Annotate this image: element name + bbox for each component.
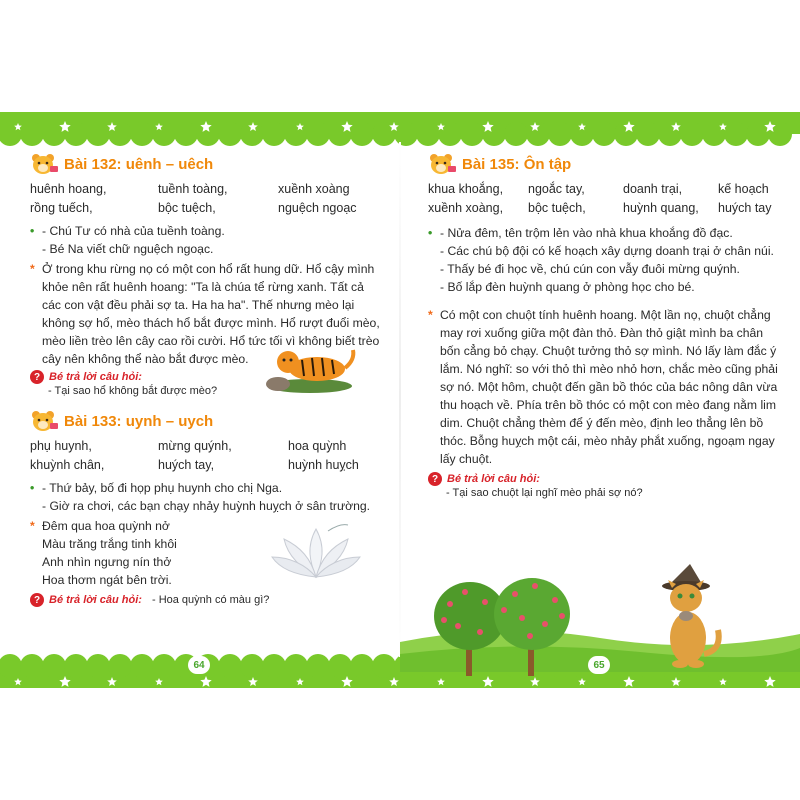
sentence: - Thứ bảy, bố đi họp phụ huynh cho chị Nga. [42,481,283,495]
bear-head-icon [428,153,456,175]
border-scallop [130,122,154,146]
poem-line: Đêm qua hoa quỳnh nở [42,519,170,533]
lesson-135-title [428,152,778,176]
vocab-word: rồng tuếch, [30,201,93,215]
example-sentences [30,222,390,258]
border-scallop [284,122,308,146]
sentence: - Chú Tư có nhà của tuềnh toàng. [42,224,225,238]
vocab-word: phụ huynh, [30,439,92,453]
vocab-word: bộc tuệch, [528,201,586,215]
bullet-dot-icon: • [428,226,433,240]
lesson-title-text: Bài 132: uênh – uêch [64,155,214,173]
vocab-word: huỳnh quang, [623,201,699,215]
border-scallop [262,654,286,678]
border-scallop [504,122,528,146]
lesson-title-text: Bài 133: uynh – uych [64,412,214,430]
vocab-word: huých tay, [158,458,215,472]
border-scallop [86,122,110,146]
border-scallop [350,122,374,146]
vocab-word: xuềnh xoàng [278,182,350,196]
question-text: - Tại sao hổ không bắt được mèo? [48,385,218,397]
border-scallop [218,122,242,146]
bullet-dot-icon: • [30,224,35,238]
border-scallop [108,654,132,678]
border-scallop [416,122,440,146]
bear-head-icon [30,153,58,175]
vocab-word: khua khoắng, [428,182,504,196]
vocab-word: doanh trại, [623,182,683,196]
border-scallop [262,122,286,146]
question-label: Bé trả lời câu hỏi: [447,473,540,485]
vocab-word: tuềnh toàng, [158,182,228,196]
vocab-word: ngoắc tay, [528,182,585,196]
bear-head-icon [30,410,58,432]
question-label: Bé trả lời câu hỏi: [49,594,142,606]
question-mark-icon: ? [30,370,44,384]
star-bullet-icon: * [30,519,35,533]
border-scallop [20,122,44,146]
question-label: Bé trả lời câu hỏi: [49,371,142,383]
border-scallop [218,654,242,678]
border-scallop [240,654,264,678]
border-scallop [284,654,308,678]
border-scallop [152,122,176,146]
question-mark-icon: ? [428,472,442,486]
cat-with-mouse-illustration [650,564,730,674]
sentence: - Thấy bé đi học về, chú cún con vẫy đuôi mừng quýnh. [440,262,740,276]
poem-line: Anh nhìn ngưng nín thở [42,555,172,569]
border-scallop [86,654,110,678]
vocab-word: khuỳnh chân, [30,458,105,472]
vocab-word: nguệch ngoạc [278,201,357,215]
border-scallop [306,122,330,146]
border-scallop [174,122,198,146]
border-scallop [64,654,88,678]
lesson-133-title [30,409,390,433]
sentence: - Giờ ra chơi, các bạn chạy nhảy huỳnh huỵch ở sân trường. [42,499,371,513]
sentence: - Bố lắp đèn huỳnh quang ở phòng học cho bé. [440,280,695,294]
border-scallop [548,122,572,146]
vocabulary-grid [428,180,778,218]
border-scallop [42,654,66,678]
poem-line: Hoa thơm ngát bên trời. [42,573,172,587]
border-scallop [328,654,352,678]
vocab-word: huých tay [718,201,772,215]
vocabulary-grid [30,437,390,475]
question-row [30,593,390,607]
vocab-word: mừng quýnh, [158,439,232,453]
bullet-dot-icon: • [30,481,35,495]
border-scallop [350,654,374,678]
star-bullet-icon: * [428,308,433,322]
sentence: - Các chú bộ đội có kế hoạch xây dựng doanh trại ở chân núi. [440,244,774,258]
border-scallop [460,122,484,146]
question-text: - Hoa quỳnh có màu gì? [151,594,270,606]
book-spread [0,112,800,688]
border-scallop [306,654,330,678]
vocab-word: kế hoạch [718,182,769,196]
star-bullet-icon: * [30,262,35,276]
story-text: Có một con chuột tính huênh hoang. Một lần nọ, chuột chẳng may rơi xuống giữa một đàn thỏ. Đàn thỏ giật mình ba chân bốn cẳng bỏ chạy. Chuột tưởng thỏ sợ mình. Nó lấy làm đắc ý lắm. Nó nghĩ: so với thỏ thì mèo nhỏ hơn, chắc mèo cũng phải sợ nó. Một hôm, chuột đến gần bồ thóc của bác nông dân vừa thu hoạch về. Phía trên bồ thóc có một con mèo đang nằm lim dim. Chuột chẳng thèm để ý đến mèo, định leo thẳng lên bồ thóc. Bỗng huỵch một cái, mèo nhảy phắt xuống, ngoạm ngay lấy chuột. [440,308,778,466]
example-sentences [30,479,390,515]
right-page [428,152,778,501]
page-number-right: 65 [588,656,610,674]
vocab-word: huênh hoang, [30,182,107,196]
poem-line: Màu trăng trắng tinh khôi [42,537,177,551]
vocabulary-grid [30,180,390,218]
border-scallop [636,122,660,146]
lesson-title-text: Bài 135: Ôn tập [462,155,572,173]
lesson-132-title [30,152,390,176]
border-scallop [130,654,154,678]
border-scallop [372,654,396,678]
sentence: - Bé Na viết chữ nguệch ngoạc. [42,242,214,256]
vocab-word: xuềnh xoàng, [428,201,504,215]
reading-passage [428,306,780,468]
left-page [30,152,390,607]
question-text: - Tại sao chuột lại nghĩ mèo phải sợ nó? [446,487,643,499]
question-row [428,472,778,486]
story-text: Ở trong khu rừng nọ có một con hổ rất hung dữ. Hổ cậy mình khỏe nên rất huênh hoang: "Ta là chúa tể rừng xanh. Tất cả các con vật đều phải sợ ta. Ha ha ha". Thế nhưng mèo lại không sợ hổ, mèo thách hổ bắt được mình. Hổ rượt đuổi mèo, mèo liền trèo lên cây cao rồi cười. Hổ tức tối vì không biết trèo cây nên không thể nào bắt được mèo. [42,262,380,366]
tiger-illustration [262,334,362,394]
question-mark-icon: ? [30,593,44,607]
example-sentences [428,224,785,296]
border-scallop [152,654,176,678]
poem [30,517,390,589]
border-scallop [680,122,704,146]
vocab-word: bộc tuệch, [158,201,216,215]
border-scallop [592,122,616,146]
vocab-word: huỳnh huỵch [288,458,359,472]
vocab-word: hoa quỳnh [288,439,347,453]
border-scallop [724,122,748,146]
page-gutter [399,142,401,657]
sentence: - Nửa đêm, tên trộm lẻn vào nhà khua khoắng đồ đạc. [440,226,733,240]
border-scallop [20,654,44,678]
lotus-flower-illustration [266,517,366,587]
rose-bush-illustration [430,574,580,684]
page-number-left: 64 [188,656,210,674]
